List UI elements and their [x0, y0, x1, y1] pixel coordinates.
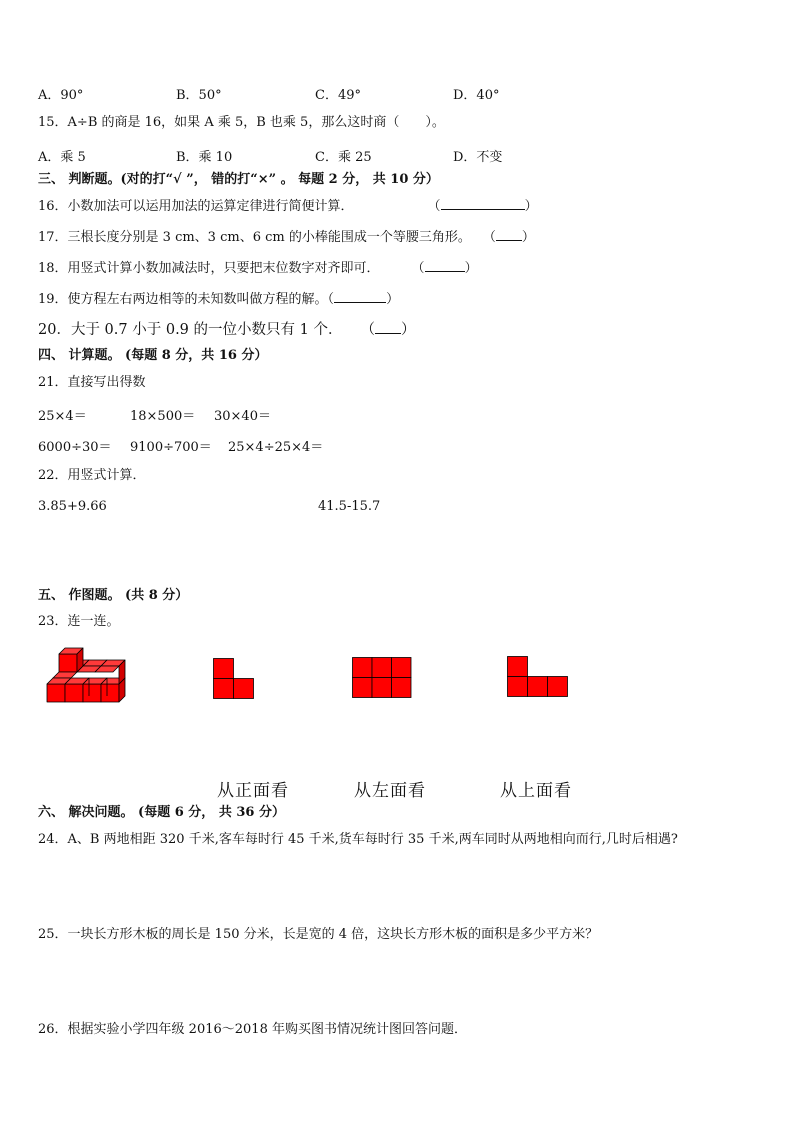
q20-open-paren: （ — [360, 322, 375, 338]
q19 — [38, 290, 399, 309]
calc-r1-c1: 25×4＝ — [38, 409, 87, 424]
q15-option-c: C．乘 25 — [315, 150, 372, 165]
q18-close-paren: ） — [464, 261, 478, 276]
q17-answer-blank[interactable] — [496, 228, 522, 241]
q15-option-a: A．乘 5 — [38, 150, 86, 165]
vertical-calc-1: 3.85+9.66 — [38, 499, 107, 514]
view-shape-3[interactable] — [507, 656, 569, 698]
q20 — [38, 321, 415, 339]
q14-option-d: D．40° — [453, 88, 500, 103]
q18 — [38, 259, 478, 278]
q14-option-a: A．90° — [38, 88, 84, 103]
calc-r2-c3: 25×4÷25×4＝ — [228, 440, 324, 455]
q15-text: 15．A÷B 的商是 16，如果 A 乘 5，B 也乘 5，那么这时商（ ）。 — [38, 115, 445, 130]
vertical-calc-2: 41.5-15.7 — [318, 499, 381, 514]
view-shape-1[interactable] — [213, 658, 255, 700]
q20-close-paren: ） — [400, 322, 416, 338]
q14-option-c: C．49° — [315, 88, 361, 103]
cube-solid-figure[interactable] — [44, 644, 128, 708]
calc-r2-c1: 6000÷30＝ — [38, 440, 112, 455]
q22-text: 22．用竖式计算． — [38, 468, 146, 483]
calc-r1-c3: 30×40＝ — [214, 409, 271, 424]
calc-r1-c2: 18×500＝ — [130, 409, 196, 424]
section6-title: 六、 解决问题。 (每题 6 分， 共 36 分） — [38, 805, 285, 820]
section5-title: 五、 作图题。 (共 8 分） — [38, 588, 189, 603]
q18-open-paren: （ — [411, 261, 425, 276]
q20-answer-blank[interactable] — [375, 321, 401, 334]
q17 — [38, 228, 535, 247]
q15-option-b: B．乘 10 — [176, 150, 233, 165]
q18-answer-blank[interactable] — [425, 259, 465, 272]
q26-text: 26．根据实验小学四年级 2016～2018 年购买图书情况统计图回答问题． — [38, 1022, 467, 1037]
q16-open-paren: （ — [427, 199, 441, 214]
q18-text: 18．用竖式计算小数加减法时，只要把末位数字对齐即可． — [38, 261, 380, 276]
q16-text: 16．小数加法可以运用加法的运算定律进行简便计算． — [38, 199, 354, 214]
view-shape-2[interactable] — [352, 657, 412, 699]
q16-answer-blank[interactable] — [441, 197, 525, 210]
q14-option-b: B．50° — [176, 88, 222, 103]
q20-text: 20．大于 0.7 小于 0.9 的一位小数只有 1 个． — [38, 322, 343, 338]
calc-r2-c2: 9100÷700＝ — [130, 440, 212, 455]
label-top-view[interactable]: 从上面看 — [500, 781, 572, 801]
q19-text: 19．使方程左右两边相等的未知数叫做方程的解。 — [38, 292, 328, 307]
q21-text: 21．直接写出得数 — [38, 375, 146, 390]
q16-close-paren: ） — [524, 199, 538, 214]
q17-text: 17．三根长度分别是 3 cm、3 cm、6 cm 的小棒能围成一个等腰三角形。 — [38, 230, 471, 245]
label-front-view[interactable]: 从正面看 — [217, 781, 289, 801]
q19-close-paren: ） — [386, 292, 400, 307]
q24-text: 24．A、B 两地相距 320 千米,客车每时行 45 千米,货车每时行 35 千米,两车同时从两地相向而行,几时后相遇? — [38, 832, 678, 847]
q25-text: 25．一块长方形木板的周长是 150 分米，长是宽的 4 倍，这块长方形木板的面积是多少平方米？ — [38, 927, 599, 942]
q19-answer-blank[interactable] — [334, 290, 386, 303]
q17-open-paren: （ — [482, 230, 496, 245]
q23-text: 23．连一连。 — [38, 614, 120, 629]
q17-close-paren: ） — [521, 230, 535, 245]
label-left-view[interactable]: 从左面看 — [354, 781, 426, 801]
q16 — [38, 197, 538, 216]
section4-title: 四、 计算题。 (每题 8 分，共 16 分） — [38, 348, 268, 363]
q15-option-d: D．不变 — [453, 150, 503, 165]
section3-title: 三、 判断题。(对的打“√ ”， 错的打“×” 。 每题 2 分， 共 10 分） — [38, 172, 439, 187]
q19-open-paren: （ — [327, 292, 335, 307]
